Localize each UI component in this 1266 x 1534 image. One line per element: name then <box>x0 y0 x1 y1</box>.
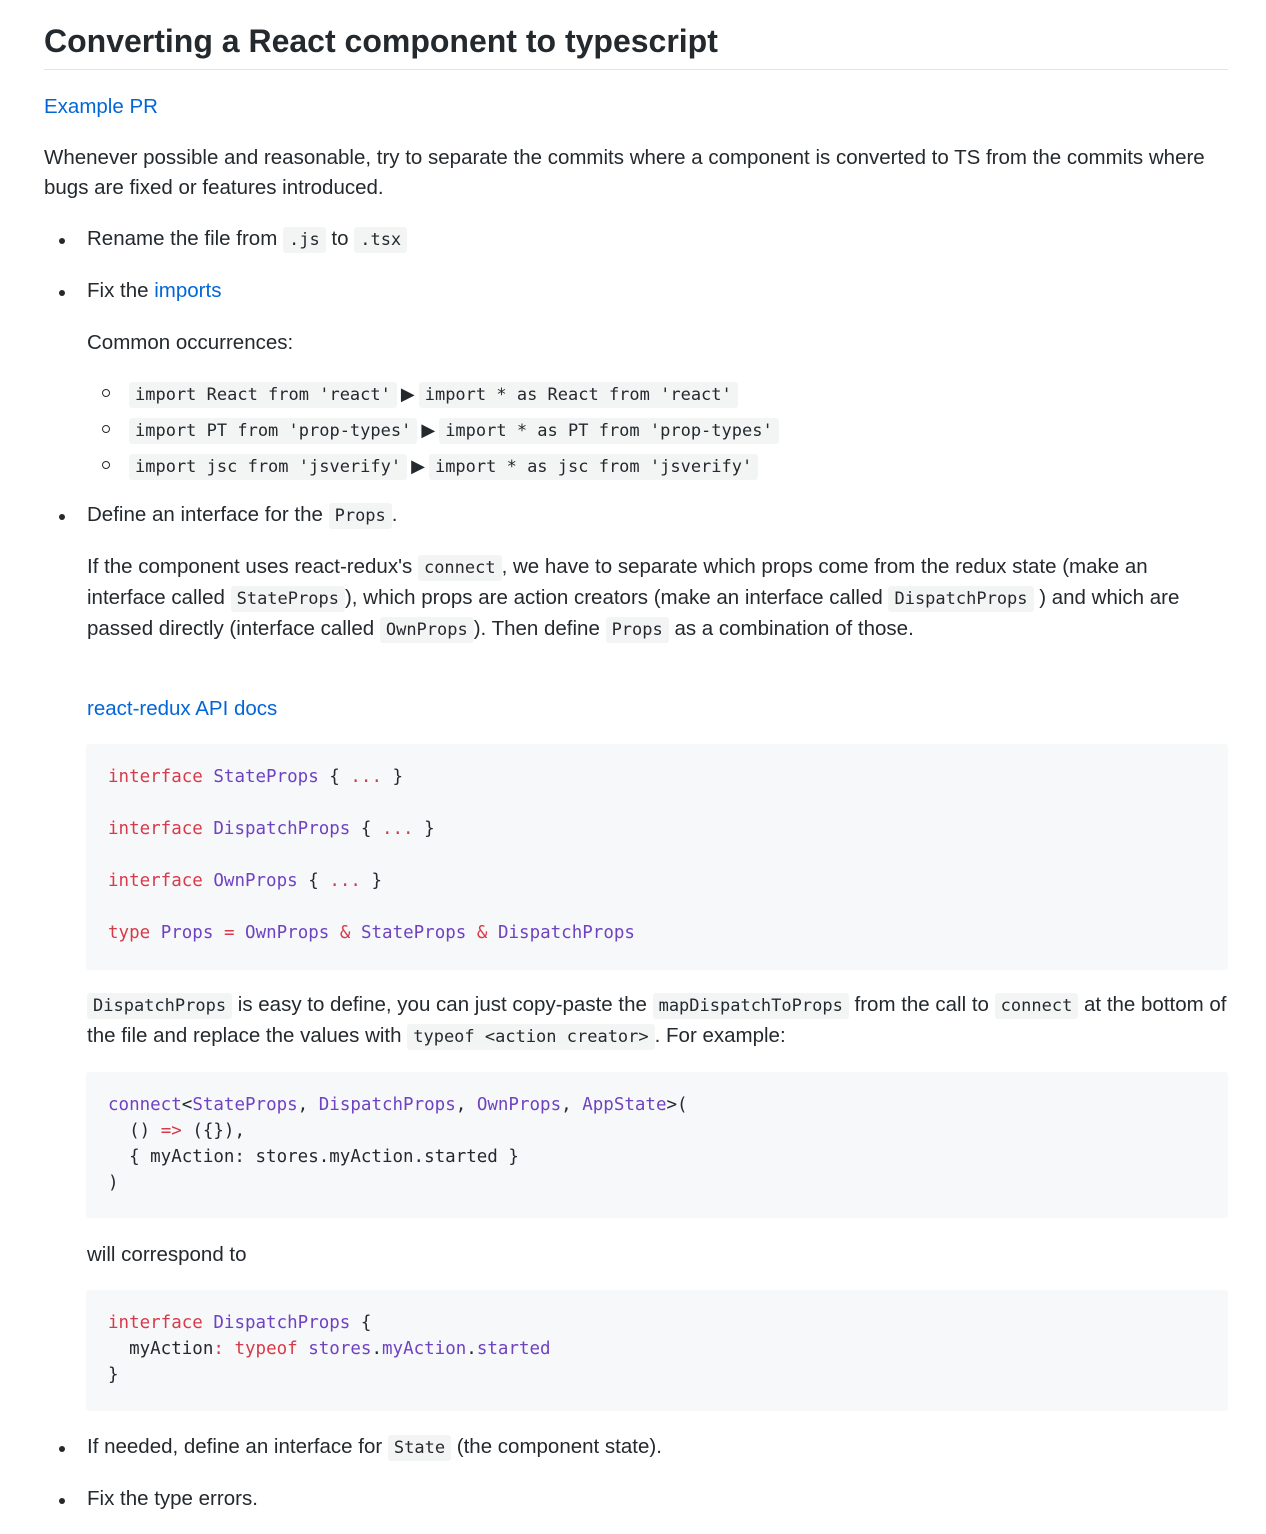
code-block-connect: connect<StateProps, DispatchProps, OwnProps, AppState>( () => ({}), { myAction: stores.myAction.started } ) <box>86 1072 1228 1218</box>
dispatch-props-paragraph: DispatchProps is easy to define, you can just copy-paste the mapDispatchToProps from the call to connect at the bottom of the file and replace the values with typeof <action creator> . For example: <box>87 990 1228 1052</box>
inline-code: mapDispatchToProps <box>653 993 849 1019</box>
occurrence-item <box>129 415 779 446</box>
inline-code: OwnProps <box>380 617 474 643</box>
bullet <box>59 514 65 520</box>
code-block-interfaces: interface StateProps { ... } interface DispatchProps { ... } interface OwnProps { ... } type Props = OwnProps & StateProps & DispatchProps <box>86 744 1228 970</box>
inline-code: DispatchProps <box>888 586 1033 612</box>
inline-code: connect <box>995 993 1079 1019</box>
inline-code: import PT from 'prop-types' <box>129 418 417 444</box>
inline-code: Props <box>329 503 392 529</box>
arrow-right-icon: ▶ <box>411 456 425 476</box>
sub-bullet <box>102 425 110 433</box>
intro-paragraph: Whenever possible and reasonable, try to separate the commits where a component is converted to TS from the commits where bugs are fixed or features introduced. <box>44 146 1205 199</box>
inline-code: import * as React from 'react' <box>419 382 738 408</box>
inline-code: typeof <action creator> <box>407 1024 654 1050</box>
bullet <box>59 290 65 296</box>
arrow-right-icon: ▶ <box>421 420 436 440</box>
step-rename: Rename the file from .js to .tsx <box>87 224 407 255</box>
inline-code: import React from 'react' <box>129 382 397 408</box>
inline-code: .js <box>283 227 326 253</box>
example-pr-link[interactable]: Example PR <box>44 95 158 118</box>
react-redux-docs-link[interactable]: react-redux API docs <box>87 697 278 720</box>
bullet <box>59 1446 65 1452</box>
inline-code: import jsc from 'jsverify' <box>129 454 407 480</box>
inline-code: StateProps <box>231 586 345 612</box>
step-fix-imports: Fix the imports <box>87 279 222 302</box>
inline-code: import * as PT from 'prop-types' <box>439 418 779 444</box>
step-fix-type-errors: Fix the type errors. <box>87 1487 258 1510</box>
inline-code: DispatchProps <box>87 993 232 1019</box>
imports-link[interactable]: imports <box>154 279 222 302</box>
page-title: Converting a React component to typescript <box>44 14 1228 70</box>
inline-code: State <box>388 1435 451 1461</box>
bullet <box>59 1498 65 1504</box>
sub-bullet <box>102 461 110 469</box>
sub-bullet <box>102 389 110 397</box>
inline-code: .tsx <box>354 227 407 253</box>
inline-code: connect <box>418 555 502 581</box>
inline-code: Props <box>606 617 669 643</box>
inline-code: import * as jsc from 'jsverify' <box>429 454 758 480</box>
redux-connect-paragraph: If the component uses react-redux's connect , we have to separate which props come from the redux state (make an interface called StateProps ), which props are action creators (make an interface called DispatchProps ) and which are passed directly (interface called OwnProps ). Then define Props as a combination of those. <box>87 552 1228 645</box>
occurrence-item <box>129 451 758 482</box>
common-occurrences-label: Common occurrences: <box>87 331 294 354</box>
code-block-dispatch-interface: interface DispatchProps { myAction: typeof stores.myAction.started } <box>86 1290 1228 1411</box>
arrow-right-icon: ▶ <box>400 384 415 404</box>
bullet <box>59 238 65 244</box>
step-define-state: If needed, define an interface for State (the component state). <box>87 1432 662 1463</box>
step-define-props: Define an interface for the Props . <box>87 500 397 531</box>
will-correspond-text: will correspond to <box>87 1243 247 1266</box>
occurrence-item <box>129 379 738 410</box>
